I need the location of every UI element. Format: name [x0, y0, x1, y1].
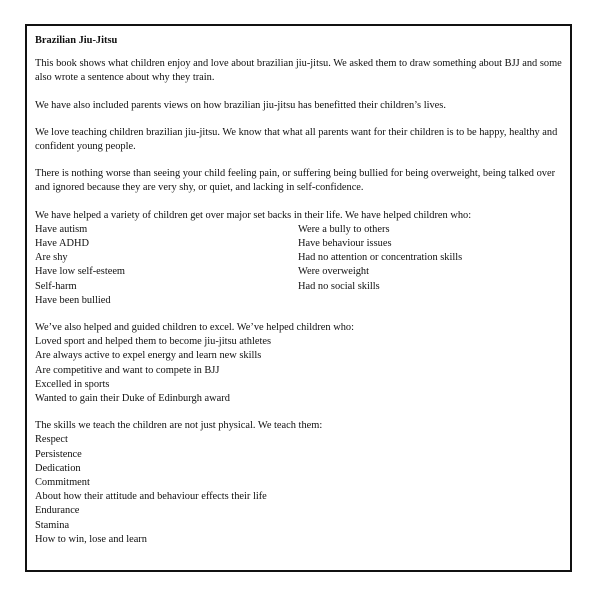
paragraph-bullied: There is nothing worse than seeing your child feeling pain, or suffering being bullied for being overweight, being talked over and ignored because they are very shy, or quiet, and lacking in self-confidence.	[35, 168, 556, 194]
list-item: Have autism	[35, 223, 88, 235]
list-item: Wanted to gain their Duke of Edinburgh award	[35, 393, 230, 405]
list-item: Respect	[35, 434, 68, 446]
overcome-list-right	[298, 223, 565, 308]
list-item: Were overweight	[298, 266, 369, 278]
list-item: Were a bully to others	[298, 223, 390, 235]
list-item: Endurance	[35, 505, 80, 517]
list-item: Excelled in sports	[35, 378, 110, 390]
skills-section	[35, 419, 565, 547]
list-item: Have been bullied	[35, 294, 111, 306]
list-item: Stamina	[35, 519, 70, 531]
skills-intro: The skills we teach the children are not just physical. We teach them:	[35, 420, 323, 432]
paragraph-intro: This book shows what children enjoy and love about brazilian jiu-jitsu. We asked them to draw something about BJJ and some also wrote a sentence about why they train.	[35, 58, 562, 84]
paragraph-parents: We have also included parents views on how brazilian jiu-jitsu has benefitted their children’s lives.	[35, 99, 446, 111]
excel-intro: We’ve also helped and guided children to excel. We’ve helped children who:	[35, 322, 354, 334]
list-item: Are competitive and want to compete in BJJ	[35, 364, 220, 376]
list-item: How to win, lose and learn	[35, 533, 147, 545]
list-item: Have ADHD	[35, 238, 89, 250]
overcome-list-left	[35, 223, 298, 308]
overcome-list	[35, 223, 565, 308]
list-item: Have behaviour issues	[298, 238, 392, 250]
excel-section	[35, 321, 565, 406]
list-item: Loved sport and helped them to become jiu-jitsu athletes	[35, 336, 272, 348]
list-item: About how their attitude and behaviour effects their life	[35, 491, 267, 503]
paragraph-love-teaching: We love teaching children brazilian jiu-jitsu. We know that what all parents want for their children is to be happy, healthy and confident young people.	[35, 126, 558, 153]
document-body	[35, 34, 565, 560]
list-item: Had no social skills	[298, 280, 380, 292]
list-item: Persistence	[35, 448, 82, 460]
list-item: Are always active to expel energy and learn new skills	[35, 350, 262, 362]
list-item: Self-harm	[35, 280, 77, 292]
document-title: Brazilian Jiu-Jitsu	[35, 35, 118, 46]
overcome-intro: We have helped a variety of children get over major set backs in their life. We have helped children who:	[35, 209, 472, 221]
list-item: Are shy	[35, 252, 68, 264]
list-item: Have low self-esteem	[35, 266, 126, 278]
list-item: Commitment	[35, 477, 90, 489]
list-item: Dedication	[35, 462, 81, 474]
list-item: Had no attention or concentration skills	[298, 252, 463, 264]
